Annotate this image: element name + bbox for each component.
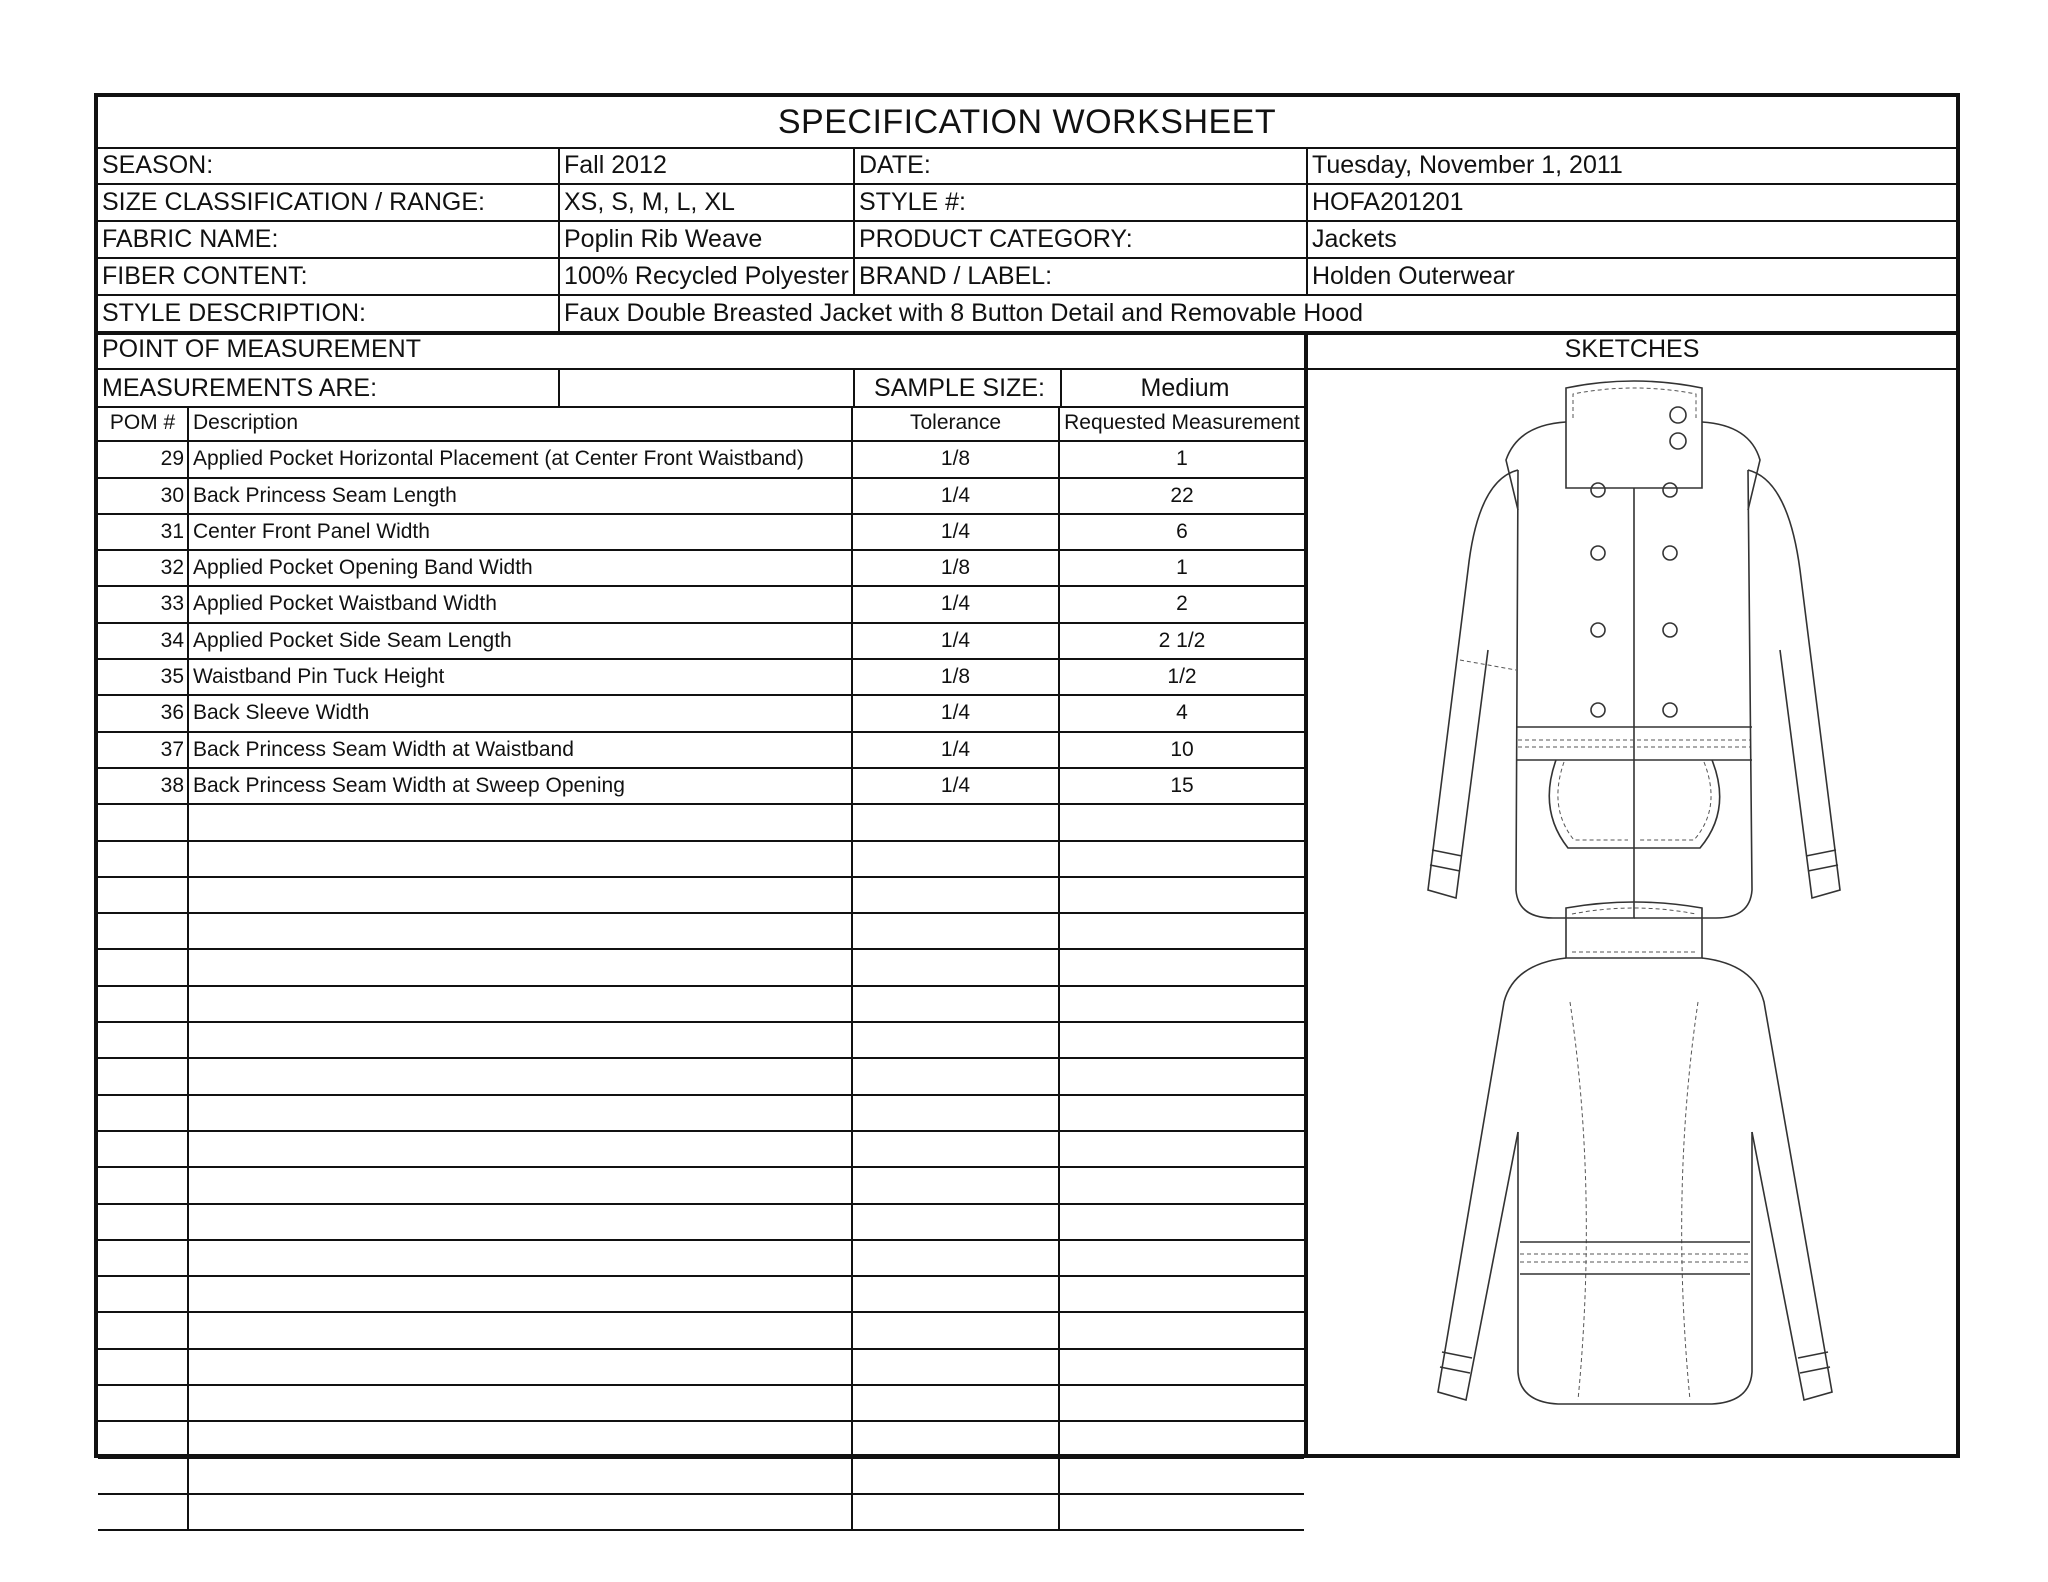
- pom-description: [189, 1023, 853, 1057]
- pom-requested: [1060, 1313, 1304, 1347]
- pom-tolerance: [853, 805, 1060, 839]
- pom-number: [98, 950, 189, 984]
- pom-section-title: POINT OF MEASUREMENT: [102, 335, 422, 363]
- pom-requested: [1060, 1495, 1304, 1529]
- table-row: [98, 1205, 1304, 1241]
- pom-number: 38: [98, 769, 189, 803]
- table-row: [98, 1386, 1304, 1422]
- header-row-size: [98, 184, 1956, 222]
- pom-number: 32: [98, 551, 189, 585]
- pom-requested: 1: [1176, 556, 1188, 580]
- table-row: [98, 842, 1304, 878]
- pom-requested: [1060, 1350, 1304, 1384]
- table-row: [98, 1495, 1304, 1531]
- header-row-fabric: [98, 221, 1956, 259]
- style-number-value: HOFA201201: [1306, 184, 1956, 220]
- pom-number: [98, 878, 189, 912]
- pom-number: 33: [98, 587, 189, 621]
- col-header-description: Description: [189, 406, 853, 440]
- pom-tolerance: [853, 1168, 1060, 1202]
- table-row: [98, 1422, 1304, 1458]
- pom-number: [98, 1386, 189, 1420]
- pom-description: [189, 1459, 853, 1493]
- pom-description: Center Front Panel Width: [189, 515, 853, 549]
- table-row: [98, 1350, 1304, 1386]
- pom-number: [98, 914, 189, 948]
- pom-description: [189, 1205, 853, 1239]
- pom-tolerance: [853, 1422, 1060, 1456]
- pom-tolerance: [853, 914, 1060, 948]
- pom-description: [189, 1422, 853, 1456]
- table-row: [98, 551, 1304, 587]
- table-row: [98, 696, 1304, 732]
- pom-description: Waistband Pin Tuck Height: [189, 660, 853, 694]
- pom-number: [98, 842, 189, 876]
- pom-number: [98, 1168, 189, 1202]
- pom-number: [98, 1241, 189, 1275]
- col-header-requested: Requested Measurement: [1064, 411, 1300, 434]
- pom-description: [189, 950, 853, 984]
- pom-requested: [1060, 1096, 1304, 1130]
- pom-tolerance: 1/4: [853, 624, 1060, 658]
- pom-tolerance: [853, 1096, 1060, 1130]
- pom-table-header: [98, 406, 1304, 442]
- pom-tolerance: 1/4: [853, 515, 1060, 549]
- pom-number: [98, 1350, 189, 1384]
- pom-number: [98, 1023, 189, 1057]
- description-value: Faux Double Breasted Jacket with 8 Button Detail and Removable Hood: [558, 295, 1956, 331]
- pom-number: [98, 1059, 189, 1093]
- pom-number: [98, 987, 189, 1021]
- sample-size-value: Medium: [1060, 370, 1304, 406]
- pom-number: [98, 1277, 189, 1311]
- pom-requested: 1: [1176, 447, 1188, 471]
- pom-requested: [1060, 950, 1304, 984]
- pom-tolerance: 1/4: [853, 587, 1060, 621]
- table-row: [98, 442, 1304, 478]
- worksheet-title: SPECIFICATION WORKSHEET: [98, 97, 1956, 149]
- table-row: [98, 515, 1304, 551]
- pom-requested: [1060, 1168, 1304, 1202]
- table-row: [98, 878, 1304, 914]
- season-label: SEASON:: [102, 151, 214, 179]
- header-row-fiber: [98, 258, 1956, 296]
- table-row: [98, 1132, 1304, 1168]
- pom-description: [189, 1096, 853, 1130]
- fabric-value: Poplin Rib Weave: [558, 221, 853, 257]
- fiber-label: FIBER CONTENT:: [102, 262, 308, 290]
- pom-description: [189, 914, 853, 948]
- pom-tolerance: [853, 1241, 1060, 1275]
- pom-tolerance: 1/8: [853, 551, 1060, 585]
- measurements-value: [558, 370, 853, 406]
- pom-requested: [1060, 878, 1304, 912]
- pom-requested: 22: [1170, 483, 1194, 507]
- pom-number: 35: [98, 660, 189, 694]
- jacket-front-sketch: [1428, 381, 1840, 918]
- pom-description: [189, 1313, 853, 1347]
- pom-description: [189, 805, 853, 839]
- pom-requested: 2 1/2: [1158, 628, 1206, 652]
- size-label: SIZE CLASSIFICATION / RANGE:: [102, 188, 485, 216]
- pom-description: [189, 1059, 853, 1093]
- pom-requested: [1060, 1277, 1304, 1311]
- pom-description: [189, 842, 853, 876]
- pom-number: [98, 1205, 189, 1239]
- pom-tolerance: [853, 1132, 1060, 1166]
- fabric-label: FABRIC NAME:: [102, 225, 279, 253]
- table-row: [98, 1168, 1304, 1204]
- pom-number: [98, 1096, 189, 1130]
- pom-description: [189, 1277, 853, 1311]
- table-row: [98, 950, 1304, 986]
- pom-description: Back Sleeve Width: [189, 696, 853, 730]
- pom-requested: [1060, 842, 1304, 876]
- table-row: [98, 914, 1304, 950]
- pom-requested: [1060, 1241, 1304, 1275]
- pom-description: Applied Pocket Horizontal Placement (at Center Front Waistband): [189, 442, 853, 476]
- sketches-svg: [1308, 370, 1962, 1455]
- pom-tolerance: [853, 1205, 1060, 1239]
- table-row: [98, 769, 1304, 805]
- pom-requested: 6: [1176, 519, 1188, 543]
- measurements-label: MEASUREMENTS ARE:: [102, 374, 378, 402]
- brand-value: Holden Outerwear: [1306, 258, 1956, 294]
- pom-requested: [1060, 987, 1304, 1021]
- category-value: Jackets: [1306, 221, 1956, 257]
- pom-number: 37: [98, 733, 189, 767]
- size-value: XS, S, M, L, XL: [558, 184, 853, 220]
- date-value: Tuesday, November 1, 2011: [1306, 147, 1956, 183]
- pom-requested: 15: [1170, 773, 1194, 797]
- pom-requested: [1060, 1205, 1304, 1239]
- pom-description: Applied Pocket Side Seam Length: [189, 624, 853, 658]
- brand-label: BRAND / LABEL:: [853, 258, 1306, 294]
- table-row: [98, 1059, 1304, 1095]
- table-row: [98, 733, 1304, 769]
- pom-requested: [1060, 805, 1304, 839]
- pom-tolerance: 1/8: [853, 660, 1060, 694]
- pom-requested: 10: [1170, 737, 1194, 761]
- pom-tolerance: [853, 1459, 1060, 1493]
- header-row-description: [98, 295, 1956, 335]
- pom-number: [98, 1422, 189, 1456]
- date-label: DATE:: [853, 147, 1306, 183]
- pom-tolerance: 1/4: [853, 696, 1060, 730]
- pom-tolerance: 1/4: [853, 769, 1060, 803]
- pom-tolerance: [853, 1313, 1060, 1347]
- pom-description: [189, 987, 853, 1021]
- table-row: [98, 479, 1304, 515]
- fiber-value: 100% Recycled Polyester: [558, 258, 853, 294]
- pom-number: 34: [98, 624, 189, 658]
- pom-number: [98, 1495, 189, 1529]
- pom-tolerance: [853, 1386, 1060, 1420]
- pom-number: 36: [98, 696, 189, 730]
- pom-requested: [1060, 1459, 1304, 1493]
- specification-worksheet: [94, 93, 1960, 1458]
- pom-description: [189, 1132, 853, 1166]
- pom-description: Back Princess Seam Length: [189, 479, 853, 513]
- pom-description: Applied Pocket Waistband Width: [189, 587, 853, 621]
- pom-description: [189, 878, 853, 912]
- pom-description: Back Princess Seam Width at Sweep Opening: [189, 769, 853, 803]
- table-row: [98, 1023, 1304, 1059]
- pom-tolerance: 1/4: [853, 733, 1060, 767]
- jacket-back-sketch: [1438, 902, 1832, 1404]
- pom-requested: [1060, 914, 1304, 948]
- table-row: [98, 1313, 1304, 1349]
- pom-description: [189, 1495, 853, 1529]
- pom-number: [98, 1132, 189, 1166]
- pom-description: [189, 1350, 853, 1384]
- pom-tolerance: [853, 1059, 1060, 1093]
- pom-number: [98, 1313, 189, 1347]
- pom-table: [98, 406, 1304, 1531]
- pom-number: 30: [98, 479, 189, 513]
- pom-tolerance: 1/8: [853, 442, 1060, 476]
- header-row-season: [98, 147, 1956, 185]
- style-number-label: STYLE #:: [853, 184, 1306, 220]
- table-row: [98, 624, 1304, 660]
- pom-tolerance: [853, 1495, 1060, 1529]
- pom-number: 29: [98, 442, 189, 476]
- pom-tolerance: [853, 878, 1060, 912]
- pom-description: [189, 1168, 853, 1202]
- pom-description: Applied Pocket Opening Band Width: [189, 551, 853, 585]
- pom-requested: [1060, 1059, 1304, 1093]
- sample-size-label: SAMPLE SIZE:: [853, 370, 1060, 406]
- col-header-pom: POM #: [98, 406, 189, 440]
- pom-description: [189, 1386, 853, 1420]
- sketches-panel: [1304, 331, 1956, 1454]
- pom-tolerance: [853, 1023, 1060, 1057]
- pom-description: [189, 1241, 853, 1275]
- pom-requested: 1/2: [1167, 665, 1197, 689]
- pom-tolerance: [853, 1277, 1060, 1311]
- pom-requested: [1060, 1422, 1304, 1456]
- table-row: [98, 587, 1304, 623]
- table-row: [98, 1241, 1304, 1277]
- pom-tolerance: [853, 987, 1060, 1021]
- pom-requested: 2: [1176, 592, 1188, 616]
- table-row: [98, 1096, 1304, 1132]
- pom-description: Back Princess Seam Width at Waistband: [189, 733, 853, 767]
- pom-tolerance: [853, 842, 1060, 876]
- season-value: Fall 2012: [558, 147, 853, 183]
- table-row: [98, 987, 1304, 1023]
- pom-requested: [1060, 1132, 1304, 1166]
- sketches-title: SKETCHES: [1308, 331, 1956, 370]
- pom-tolerance: [853, 950, 1060, 984]
- table-row: [98, 1459, 1304, 1495]
- pom-requested: [1060, 1386, 1304, 1420]
- pom-requested: [1060, 1023, 1304, 1057]
- pom-tolerance: 1/4: [853, 479, 1060, 513]
- description-label: STYLE DESCRIPTION:: [102, 299, 366, 327]
- pom-number: 31: [98, 515, 189, 549]
- category-label: PRODUCT CATEGORY:: [853, 221, 1306, 257]
- table-row: [98, 1277, 1304, 1313]
- pom-requested: 4: [1176, 701, 1188, 725]
- col-header-tolerance: Tolerance: [853, 406, 1060, 440]
- pom-tolerance: [853, 1350, 1060, 1384]
- table-row: [98, 660, 1304, 696]
- table-row: [98, 805, 1304, 841]
- measurements-row: [98, 368, 1304, 408]
- pom-number: [98, 1459, 189, 1493]
- pom-number: [98, 805, 189, 839]
